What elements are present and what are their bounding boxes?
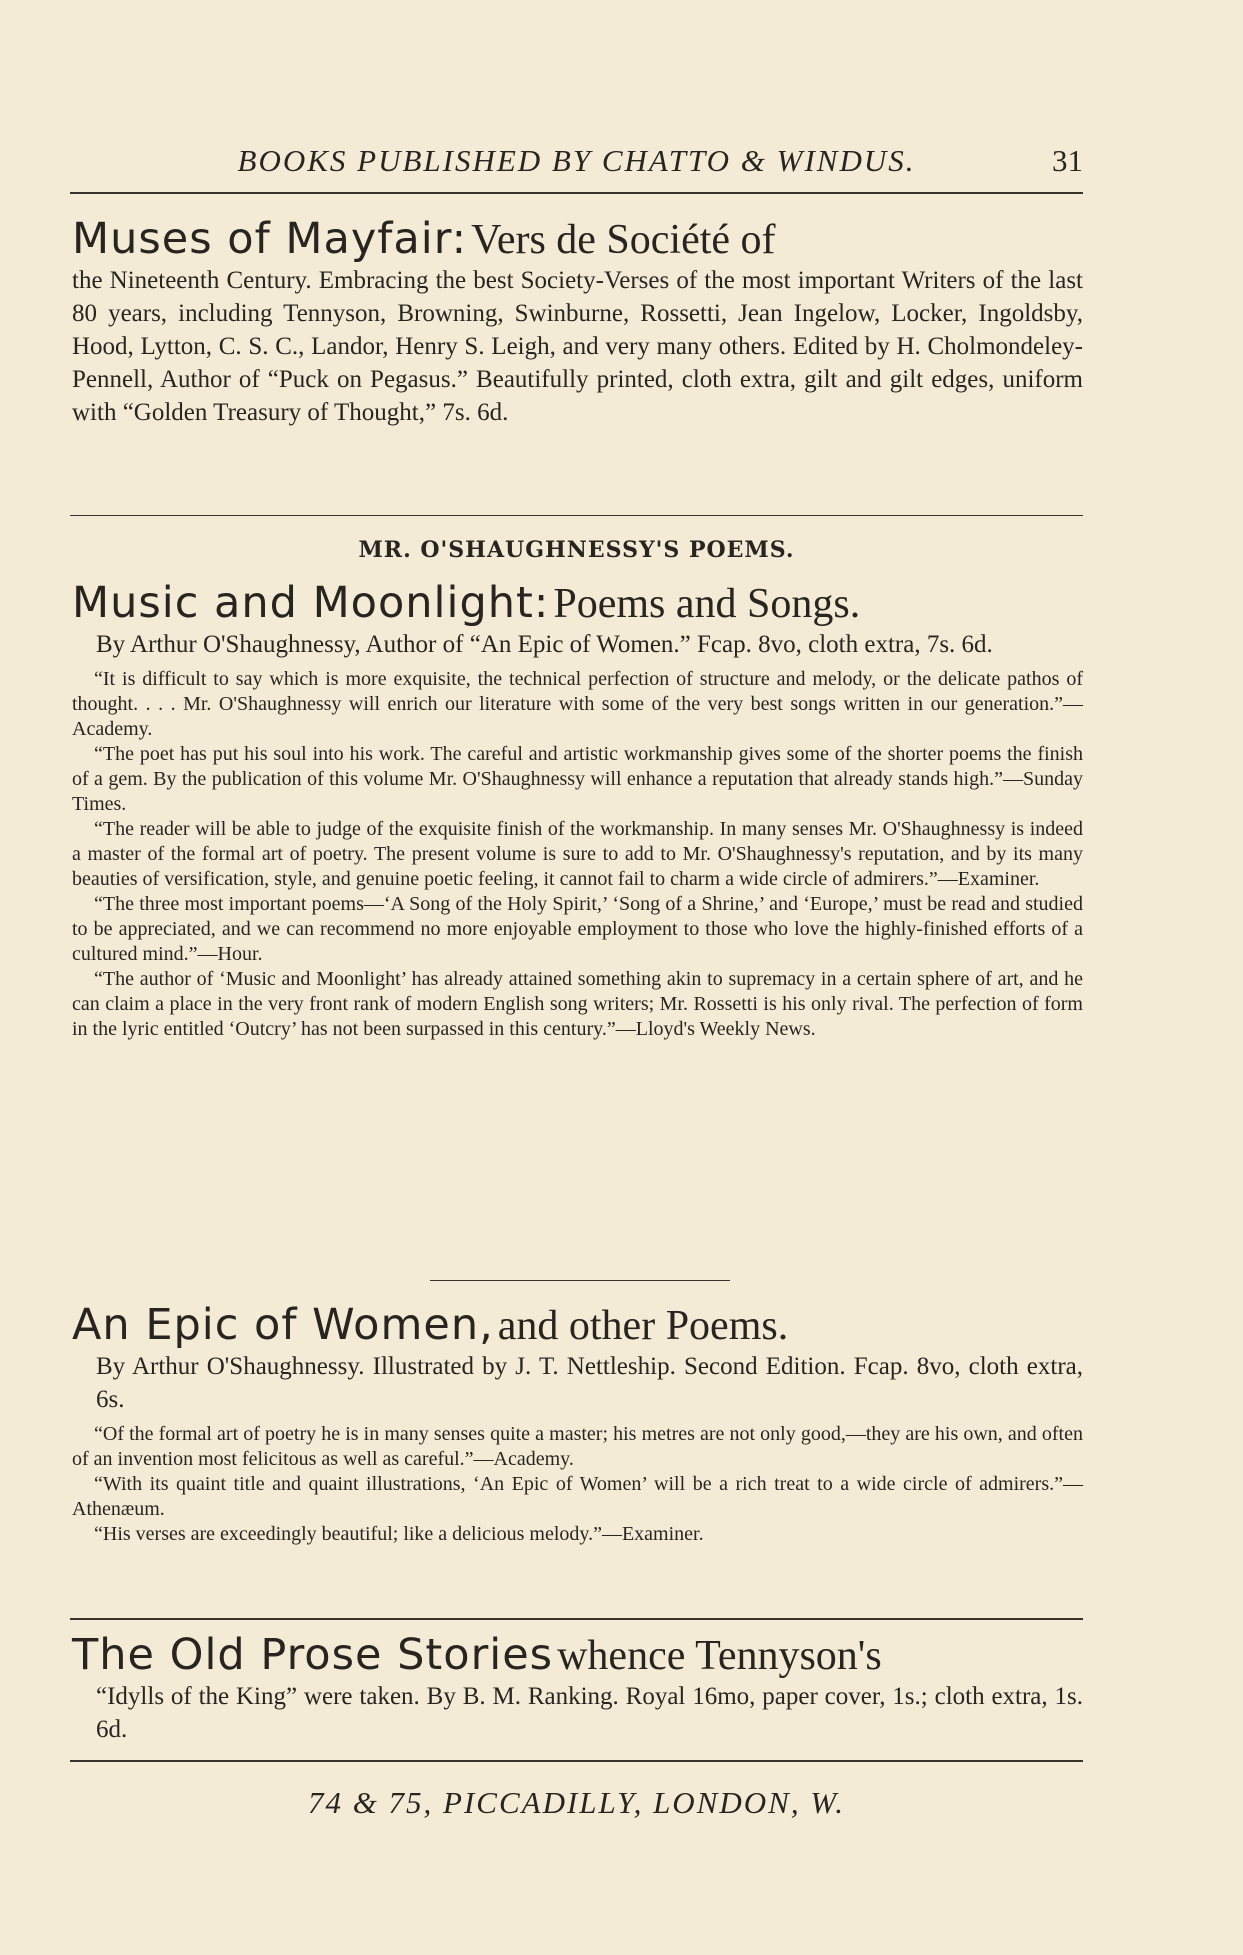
page-number: 31 [1052,143,1083,178]
review-quote: “With its quaint title and quaint illustrations, ‘An Epic of Women’ will be a rich treat to a wide circle of admirers.”—Athenæum. [72,1473,1083,1520]
entry-music-and-moonlight [72,578,1083,1042]
publisher-address: 74 & 75, PICCADILLY, LONDON, W. [307,1785,846,1820]
header-rule [70,192,1083,194]
entry-subtitle: Poems and Songs. [553,581,861,627]
review-quote: “The author of ‘Music and Moonlight’ has already attained something akin to supremacy in a certain sphere of art, and he can claim a place in the very front rank of modern English song writers; Mr. Rossetti is his only rival. The perfection of form in the lyric entitled ‘Outcry’ has not been surpassed in this century.”—Lloyd's Weekly News. [72,968,1083,1040]
review-quote: “It is difficult to say which is more exquisite, the technical perfection of structure and melody, or the delicate pathos of thought. . . . Mr. O'Shaughnessy will enrich our literature with some of the very best songs written in our generation.”—Academy. [72,668,1083,740]
review-quote: “Of the formal art of poetry he is in many senses quite a master; his metres are not only good,—they are his own, and often of an invention most felicitous as well as careful.”—Academy. [72,1423,1083,1470]
review-quote: “The three most important poems—‘A Song of the Holy Spirit,’ ‘Song of a Shrine,’ and ‘Europe,’ must be read and studied to be appreciated, and we can recommend no more enjoyable employment to those who love the highly-finished efforts of a cultured mind.”—Hour. [72,893,1083,965]
entry-subtitle: whence Tennyson's [557,1633,882,1679]
entry-body: By Arthur O'Shaughnessy, Author of “An Epic of Women.” Fcap. 8vo, cloth extra, 7s. 6d. [96,631,993,658]
entry-an-epic-of-women [72,1300,1083,1547]
entry-title: The Old Prose Stories [72,1630,554,1680]
section-label: MR. O'SHAUGHNESSY'S POEMS. [358,537,795,563]
review-quote: “The poet has put his soul into his work. The careful and artistic workmanship gives some of the shorter poems the finish of a gem. By the publication of this volume Mr. O'Shaughnessy will enhance a reputation that already stands high.”—Sunday Times. [72,743,1083,815]
entry-old-prose-stories [72,1630,1083,1746]
entry-subtitle: and other Poems. [497,1303,789,1349]
entry-subtitle: Vers de Société of [471,217,776,263]
entry-title: Muses of Mayfair: [72,214,468,264]
section-rule [70,1618,1083,1620]
footer-rule [70,1760,1083,1762]
review-quote: “His verses are exceedingly beautiful; like a delicious melody.”—Examiner. [94,1523,704,1545]
entry-muses-of-mayfair [72,214,1083,429]
entry-body: the Nineteenth Century. Embracing the best Society-Verses of the most important Writers of the last 80 years, including Tennyson, Browning, Swinburne, Rossetti, Jean Ingelow, Locker, Ingoldsby, Hood, Lytton, C. S. C., Landor, Henry S. Leigh, and very many others. Edited by H. Cholmondeley-Pennell, Author of “Puck on Pegasus.” Beautifully printed, cloth extra, gilt and gilt edges, uniform with “Golden Treasury of Thought,” 7s. 6d. [72,267,1083,426]
short-rule [430,1280,730,1281]
entry-body: By Arthur O'Shaughnessy. Illustrated by J. T. Nettleship. Second Edition. Fcap. 8vo, cloth extra, 6s. [96,1353,1083,1413]
entry-body: “Idylls of the King” were taken. By B. M. Ranking. Royal 16mo, paper cover, 1s.; cloth extra, 1s. 6d. [96,1683,1083,1743]
review-quote: “The reader will be able to judge of the exquisite finish of the workmanship. In many senses Mr. O'Shaughnessy is indeed a master of the formal art of poetry. The present volume is sure to add to Mr. O'Shaughnessy's reputation, and by its many beauties of versification, style, and genuine poetic feeling, it cannot fail to charm a wide circle of admirers.”—Examiner. [72,818,1083,890]
section-rule [70,515,1083,516]
entry-title: An Epic of Women, [72,1300,494,1350]
running-head: BOOKS PUBLISHED BY CHATTO & WINDUS. [237,143,916,178]
entry-title: Music and Moonlight: [72,578,550,628]
